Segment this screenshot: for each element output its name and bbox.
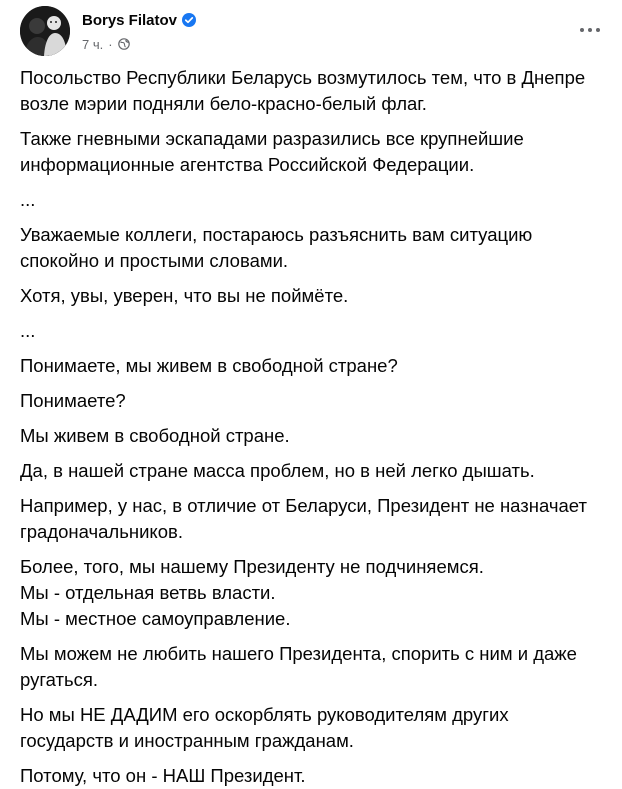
post-body bbox=[20, 65, 605, 789]
post-paragraph: Уважаемые коллеги, постараюсь разъяснить вам ситуацию спокойно и простыми словами. bbox=[20, 224, 533, 271]
post-paragraph: Мы живем в свободной стране. bbox=[20, 425, 290, 446]
post-header bbox=[20, 6, 610, 56]
post-paragraph: Посольство Республики Беларусь возмутилось тем, что в Днепре возле мэрии подняли бело-красно-белый флаг. bbox=[20, 67, 586, 114]
post-paragraph: ... bbox=[20, 320, 36, 341]
post-paragraph: Понимаете, мы живем в свободной стране? bbox=[20, 355, 398, 376]
more-options-button[interactable] bbox=[572, 12, 608, 48]
more-dot bbox=[588, 28, 592, 32]
post-paragraph: Хотя, увы, уверен, что вы не поймёте. bbox=[20, 285, 349, 306]
post-paragraph: Более, того, мы нашему Президенту не подчиняемся. Мы - отдельная ветвь власти. Мы - местное самоуправление. bbox=[20, 556, 484, 629]
post-paragraph: Также гневными эскападами разразились все крупнейшие информационные агентства Российской Федерации. bbox=[20, 128, 524, 175]
verified-badge-icon bbox=[182, 13, 196, 27]
post-paragraph: Да, в нашей стране масса проблем, но в ней легко дышать. bbox=[20, 460, 535, 481]
avatar[interactable] bbox=[20, 6, 70, 56]
post-timestamp[interactable]: 7 ч. bbox=[82, 36, 104, 52]
post-paragraph: Например, у нас, в отличие от Беларуси, Президент не назначает градоначальников. bbox=[20, 495, 587, 542]
post-paragraph: Мы можем не любить нашего Президента, спорить с ним и даже ругаться. bbox=[20, 643, 577, 690]
author-line bbox=[82, 10, 196, 30]
more-dot bbox=[596, 28, 600, 32]
post-paragraph: Понимаете? bbox=[20, 390, 126, 411]
globe-icon[interactable] bbox=[118, 38, 130, 50]
author-name[interactable]: Borys Filatov bbox=[82, 11, 178, 29]
post-paragraph: Потому, что он - НАШ Президент. bbox=[20, 765, 306, 786]
post-paragraph: ... bbox=[20, 189, 36, 210]
avatar-photo bbox=[20, 6, 70, 56]
post-paragraph: Но мы НЕ ДАДИМ его оскорблять руководителям других государств и иностранным гражданам. bbox=[20, 704, 509, 751]
post-meta bbox=[82, 35, 130, 53]
separator-dot: · bbox=[108, 36, 113, 52]
more-horizontal-icon bbox=[580, 28, 584, 32]
